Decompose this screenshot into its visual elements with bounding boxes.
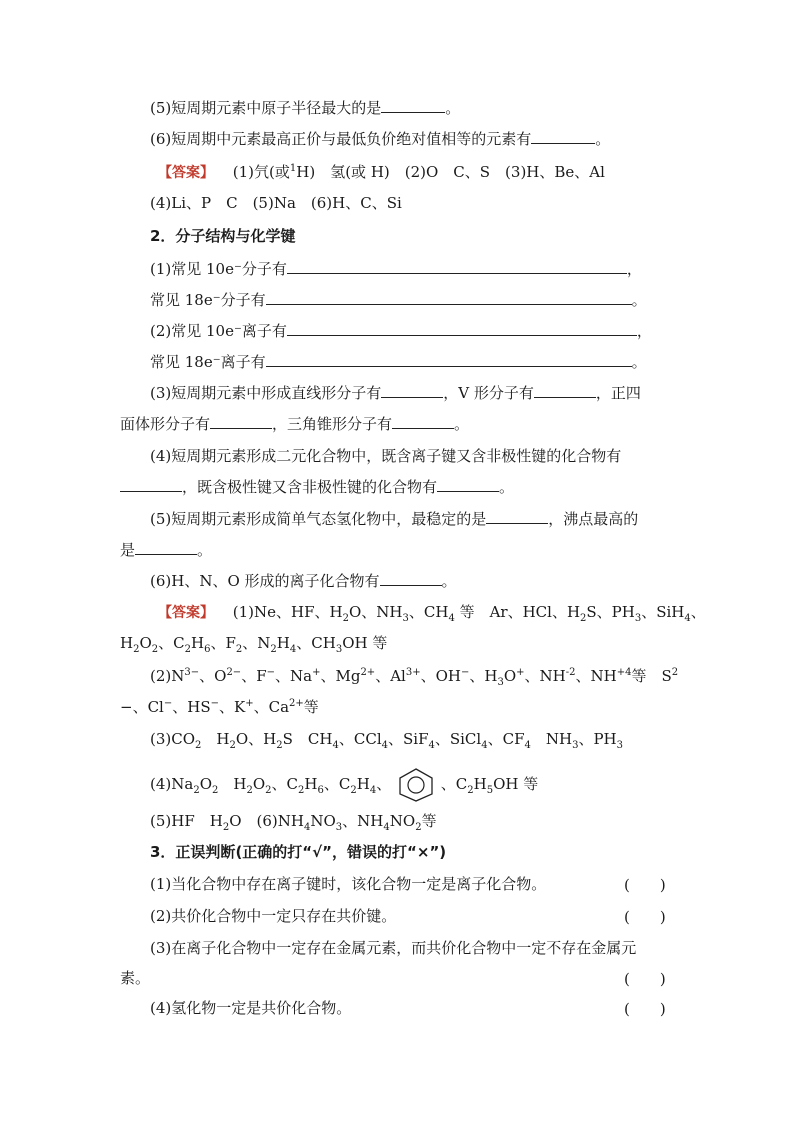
tf-answer-box-4[interactable]: ( ) (624, 1000, 666, 1018)
answer-blank (381, 98, 445, 113)
answer-label: 【答案】 (158, 165, 214, 181)
s2-question-6: (6)H、N、O 形成的离子化合物有 。 (150, 572, 457, 590)
answer-2-line-4: −、Cl−、HS−、K+、$Ca^{2+}$等 (120, 698, 319, 716)
s2-question-4-cont: ，既含极性键又含非极性键的化合物有 。 (120, 477, 514, 497)
tf-answer-box-1[interactable]: ( ) (624, 876, 666, 894)
answer-2-line-5: $(3)CO_2$ $H_2O$、$H_2S$ $CH_4$、CCl$_4$、SiF$_4$、SiCl$_4$、$CF_4$ $NH_3$、$PH_3$ (150, 730, 624, 751)
tf-answer-box-2[interactable]: ( ) (624, 908, 666, 926)
tf-statement-3-cont: 素。 (120, 969, 151, 987)
answer-blank (266, 290, 632, 305)
question-6: (6)短周期中元素最高正价与最低负价绝对值相等的元素有 。 (150, 130, 611, 148)
s2-question-5-cont: 是 。 (120, 541, 213, 559)
section-2-title: 2．分子结构与化学键 (150, 227, 296, 245)
answer-blank (266, 352, 632, 367)
answer-2-line-3: $(2)N^{3-}$、$O^{2-}$、F−、Na+、$Mg^{2+}$、$Al^{3+}$、OH−、$H_3O^+$、$NH^{-2}$、$NH^{+4}$等 $S^2$ (150, 667, 679, 688)
answer-1-line-2: (4)Li、P C (5)Na (6)H、C、Si (150, 194, 402, 212)
section-3-title: 3．正误判断(正确的打“√”，错误的打“×”) (150, 843, 447, 861)
tf-answer-box-3[interactable]: ( ) (624, 970, 666, 988)
question-5: (5)短周期元素中原子半径最大的是 。 (150, 99, 461, 117)
answer-label: 【答案】 (158, 605, 214, 621)
tf-statement-1: (1)当化合物中存在离子键时，该化合物一定是离子化合物。 (150, 875, 547, 893)
answer-2-line-6: $(4)Na_2O_2$ $H_2O_2$、$C_2H_6$、$C_2H_4$、 、$C_2H_5OH$ 等 (150, 767, 538, 803)
tf-statement-2: (2)共价化合物中一定只存在共价键。 (150, 907, 397, 925)
answer-block-1: 【答案】 (1)氕(或$^1$H) 氢(或 H) (2)O C、S (3)H、Be、Al (158, 163, 605, 181)
answer-blank (287, 259, 627, 274)
s2-question-3-cont: 面体形分子有 ，三角锥形分子有 。 (120, 415, 470, 433)
tf-statement-3: (3)在离子化合物中一定存在金属元素，而共价化合物中一定不存在金属元 (150, 939, 637, 957)
s2-question-1a: (1)常见 10e⁻分子有 ， (150, 260, 642, 278)
benzene-ring-icon (396, 767, 436, 803)
s2-question-3: (3)短周期元素中形成直线形分子有 ，V 形分子有 ，正四 (150, 384, 641, 402)
answer-blank (287, 321, 637, 336)
question-5-text: (5)短周期元素中原子半径最大的是 (150, 99, 382, 117)
s2-question-2a: (2)常见 10e⁻离子有 ， (150, 322, 652, 340)
s2-question-2b: 常见 18e⁻离子有 。 (150, 353, 647, 371)
answer-block-2: 【答案】 (1)Ne、HF、$H_2O$、$NH_3$、$CH_4$ 等 Ar、HCl、$H_2S$、$PH_3$、SiH$_4$、 (158, 603, 706, 624)
s2-question-5: (5)短周期元素形成简单气态氢化物中，最稳定的是 ，沸点最高的 (150, 510, 639, 528)
tf-statement-4: (4)氢化物一定是共价化合物。 (150, 999, 352, 1017)
answer-2-line-2: $H_2O_2$、$C_2H_6$、$F_2$、$N_2H_4$、$CH_3OH$ 等 (120, 634, 388, 655)
s2-question-1b: 常见 18e⁻分子有 。 (150, 291, 647, 309)
answer-blank (531, 129, 595, 144)
answer-2-line-7: (5)HF $H_2O$ $(6)NH_4NO_3$、$NH_4NO_2$等 (150, 812, 437, 833)
s2-question-4: (4)短周期元素形成二元化合物中，既含离子键又含非极性键的化合物有 (150, 447, 622, 465)
